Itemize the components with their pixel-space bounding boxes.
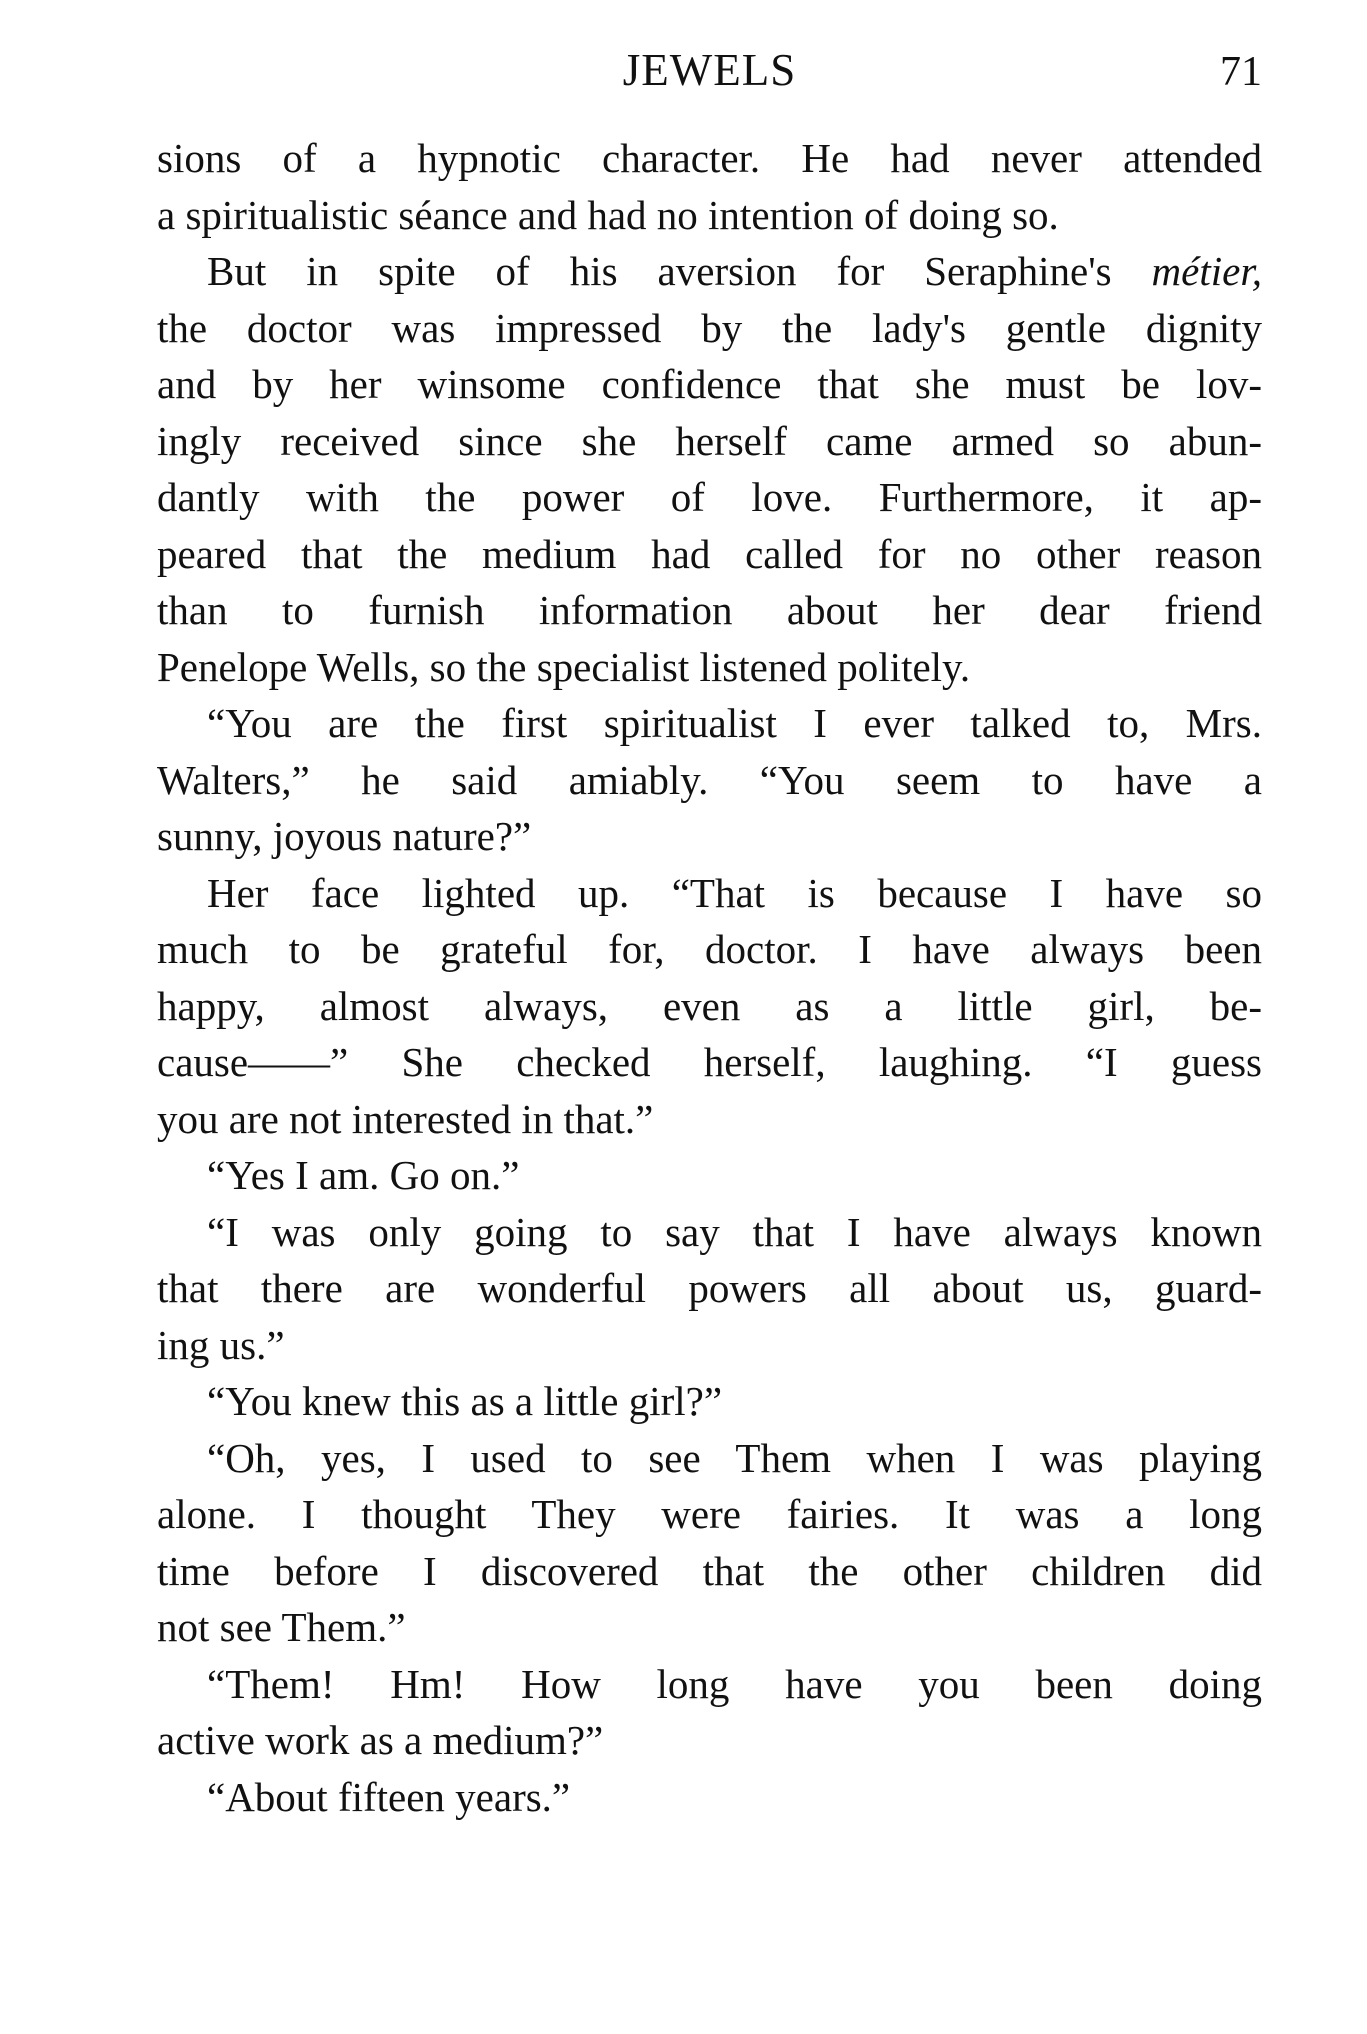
text-line: peared that the medium had called for no other reason [157,530,1262,577]
text-line: alone. I thought They were fairies. It was a long [157,1491,1262,1537]
text-line: happy, almost always, even as a little girl, be- [157,982,1262,1029]
text-line: “I was only going to say that I have always known [207,1208,1262,1255]
text-line: Walters,” he said amiably. “You seem to have a [157,756,1262,803]
text-segment: But in spite of his aversion for Seraphine's [207,248,1152,294]
text-line: than to furnish information about her dear friend [157,587,1262,633]
text-line: sions of a hypnotic character. He had never attended [157,135,1262,181]
text-line: active work as a medium?” [157,1717,604,1763]
text-line [157,243,1262,300]
page-number: 71 [1220,49,1262,95]
text-line: ing us.” [157,1321,285,1368]
text-line: “Oh, yes, I used to see Them when I was playing [207,1434,1262,1481]
text-line: time before I discovered that the other children did [157,1547,1262,1594]
text-line: “You knew this as a little girl?” [207,1378,723,1424]
text-line: “Them! Hm! How long have you been doing [207,1660,1262,1707]
page-header [157,44,1262,104]
text-line: you are not interested in that.” [157,1095,654,1142]
body-text [157,130,1262,1825]
text-line: “Yes I am. Go on.” [207,1152,520,1198]
text-line: “About fifteen years.” [207,1773,571,1820]
running-head: JEWELS [622,45,797,95]
text-line: sunny, joyous nature?” [157,813,532,859]
text-line: not see Them.” [157,1604,406,1650]
text-line: Penelope Wells, so the specialist listened politely. [157,643,971,690]
text-line: dantly with the power of love. Furthermore, it ap- [157,474,1262,520]
text-line: that there are wonderful powers all about us, guard- [157,1265,1262,1311]
text-line: much to be grateful for, doctor. I have always been [157,926,1262,972]
text-line: the doctor was impressed by the lady's gentle dignity [157,304,1262,351]
text-line: and by her winsome confidence that she must be lov- [157,361,1262,407]
text-line: “You are the first spiritualist I ever talked to, Mrs. [207,700,1262,746]
text-line: ingly received since she herself came armed so abun- [157,417,1262,464]
text-line: a spiritualistic séance and had no intention of doing so. [157,191,1059,238]
italic-word: métier, [1151,248,1262,294]
text-line: Her face lighted up. “That is because I have so [207,869,1262,916]
text-line: cause——” She checked herself, laughing. “I guess [157,1039,1262,1085]
